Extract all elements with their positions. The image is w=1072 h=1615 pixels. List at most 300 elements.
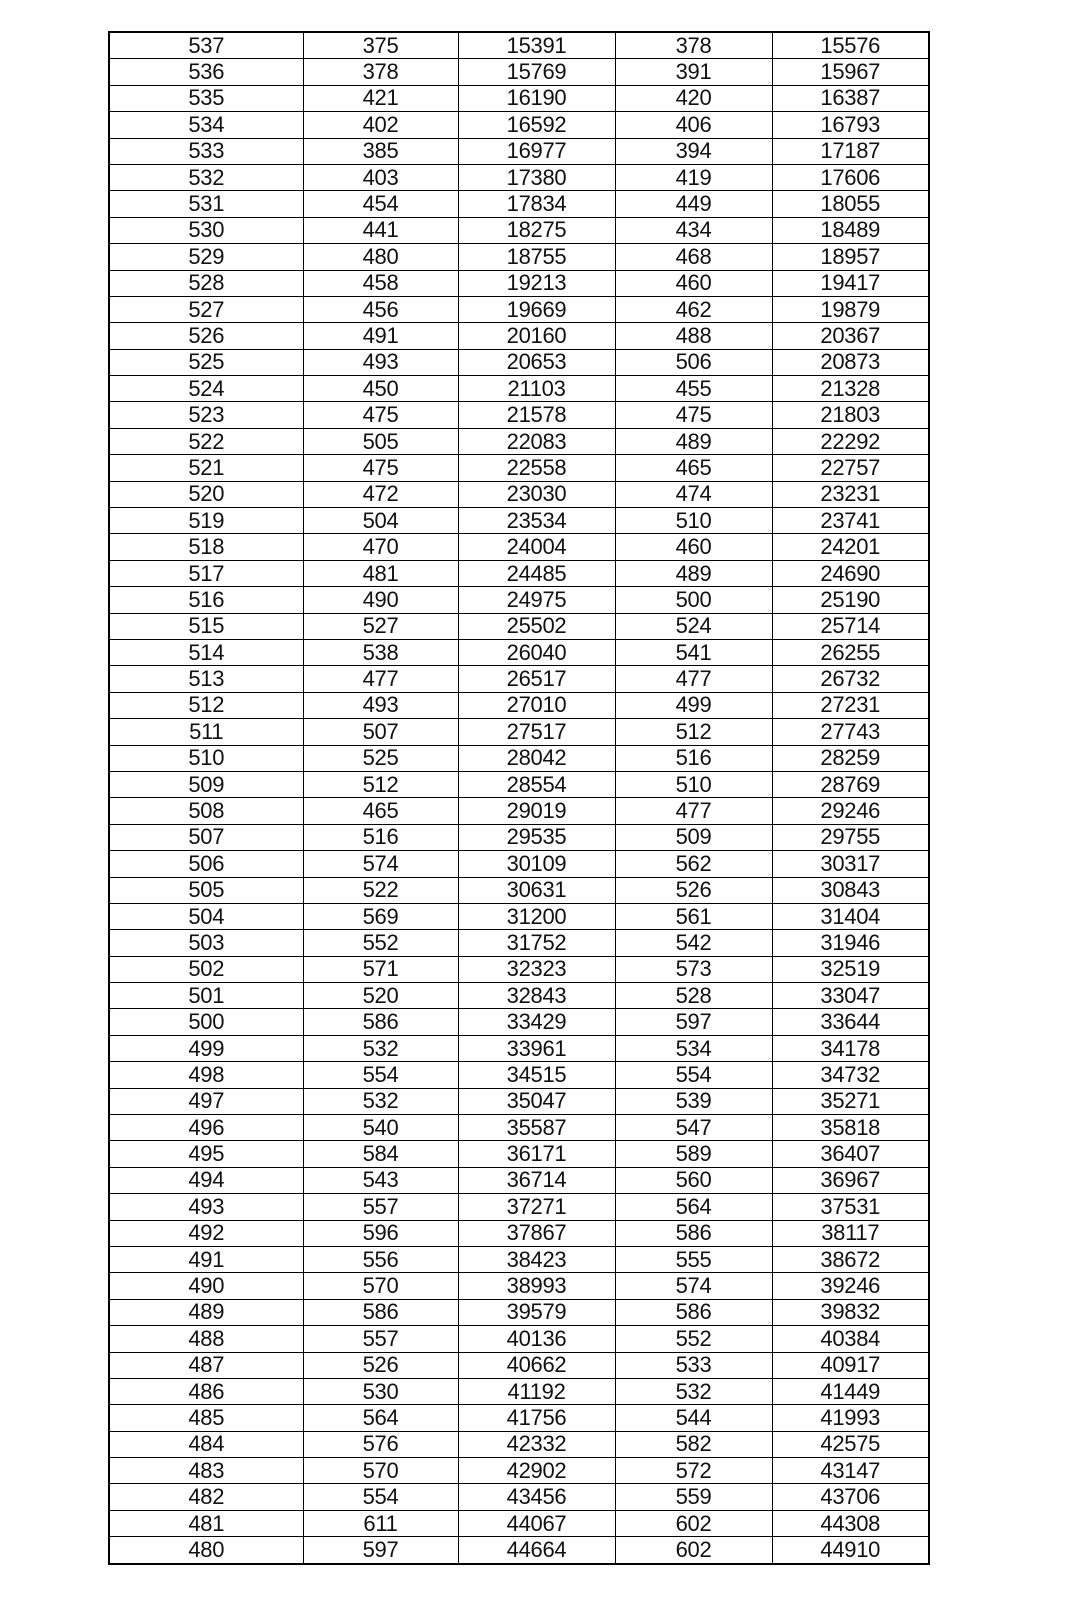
count-a-cell: 576 (303, 1431, 458, 1457)
count-a-cell: 490 (303, 587, 458, 613)
cumulative-b-cell: 26732 (772, 666, 929, 692)
cumulative-a-cell: 16592 (458, 112, 615, 138)
count-b-cell: 455 (615, 376, 772, 402)
score-cell: 527 (109, 296, 303, 322)
count-a-cell: 454 (303, 191, 458, 217)
count-b-cell: 602 (615, 1510, 772, 1536)
count-a-cell: 584 (303, 1141, 458, 1167)
cumulative-b-cell: 39832 (772, 1299, 929, 1325)
score-cell: 526 (109, 323, 303, 349)
cumulative-b-cell: 40384 (772, 1326, 929, 1352)
score-cell: 525 (109, 349, 303, 375)
table-row (109, 1510, 929, 1536)
count-b-cell: 512 (615, 719, 772, 745)
count-a-cell: 493 (303, 349, 458, 375)
cumulative-b-cell: 16793 (772, 112, 929, 138)
cumulative-a-cell: 29535 (458, 824, 615, 850)
score-cell: 508 (109, 798, 303, 824)
table-row (109, 666, 929, 692)
count-b-cell: 572 (615, 1458, 772, 1484)
count-a-cell: 527 (303, 613, 458, 639)
cumulative-b-cell: 38117 (772, 1220, 929, 1246)
cumulative-a-cell: 29019 (458, 798, 615, 824)
cumulative-b-cell: 20873 (772, 349, 929, 375)
score-cell: 522 (109, 428, 303, 454)
count-b-cell: 460 (615, 534, 772, 560)
cumulative-b-cell: 34732 (772, 1062, 929, 1088)
count-a-cell: 522 (303, 877, 458, 903)
cumulative-a-cell: 33961 (458, 1035, 615, 1061)
score-cell: 524 (109, 376, 303, 402)
cumulative-b-cell: 33644 (772, 1009, 929, 1035)
score-cell: 509 (109, 771, 303, 797)
count-b-cell: 542 (615, 930, 772, 956)
cumulative-a-cell: 17834 (458, 191, 615, 217)
count-a-cell: 570 (303, 1273, 458, 1299)
table-row (109, 191, 929, 217)
count-a-cell: 403 (303, 164, 458, 190)
table-row (109, 1273, 929, 1299)
count-a-cell: 526 (303, 1352, 458, 1378)
score-cell: 512 (109, 692, 303, 718)
cumulative-a-cell: 41756 (458, 1405, 615, 1431)
count-b-cell: 602 (615, 1537, 772, 1564)
table-row (109, 745, 929, 771)
table-row (109, 1326, 929, 1352)
count-b-cell: 534 (615, 1035, 772, 1061)
table-row (109, 692, 929, 718)
count-b-cell: 474 (615, 481, 772, 507)
score-cell: 532 (109, 164, 303, 190)
cumulative-b-cell: 19417 (772, 270, 929, 296)
count-a-cell: 470 (303, 534, 458, 560)
score-cell: 517 (109, 560, 303, 586)
cumulative-a-cell: 38993 (458, 1273, 615, 1299)
score-cell: 515 (109, 613, 303, 639)
table-row (109, 851, 929, 877)
count-a-cell: 520 (303, 983, 458, 1009)
score-cell: 491 (109, 1246, 303, 1272)
count-b-cell: 449 (615, 191, 772, 217)
score-cell: 506 (109, 851, 303, 877)
score-cell: 519 (109, 508, 303, 534)
cumulative-a-cell: 28554 (458, 771, 615, 797)
table-row (109, 1246, 929, 1272)
cumulative-b-cell: 30317 (772, 851, 929, 877)
cumulative-a-cell: 35047 (458, 1088, 615, 1114)
cumulative-b-cell: 25714 (772, 613, 929, 639)
count-b-cell: 477 (615, 666, 772, 692)
count-b-cell: 419 (615, 164, 772, 190)
count-a-cell: 480 (303, 244, 458, 270)
table-row (109, 719, 929, 745)
count-b-cell: 434 (615, 217, 772, 243)
score-cell: 528 (109, 270, 303, 296)
table-row (109, 296, 929, 322)
count-a-cell: 458 (303, 270, 458, 296)
cumulative-a-cell: 36714 (458, 1167, 615, 1193)
count-b-cell: 460 (615, 270, 772, 296)
count-a-cell: 597 (303, 1537, 458, 1564)
count-b-cell: 506 (615, 349, 772, 375)
cumulative-b-cell: 32519 (772, 956, 929, 982)
cumulative-b-cell: 29246 (772, 798, 929, 824)
table-row (109, 639, 929, 665)
table-row (109, 771, 929, 797)
cumulative-b-cell: 22292 (772, 428, 929, 454)
table-row (109, 877, 929, 903)
count-a-cell: 543 (303, 1167, 458, 1193)
score-cell: 486 (109, 1378, 303, 1404)
table-row (109, 930, 929, 956)
cumulative-a-cell: 41192 (458, 1378, 615, 1404)
count-b-cell: 597 (615, 1009, 772, 1035)
count-b-cell: 544 (615, 1405, 772, 1431)
score-cell: 516 (109, 587, 303, 613)
cumulative-a-cell: 38423 (458, 1246, 615, 1272)
count-a-cell: 402 (303, 112, 458, 138)
table-row (109, 1299, 929, 1325)
count-a-cell: 378 (303, 59, 458, 85)
count-a-cell: 556 (303, 1246, 458, 1272)
cumulative-b-cell: 38672 (772, 1246, 929, 1272)
cumulative-b-cell: 16387 (772, 85, 929, 111)
cumulative-b-cell: 25190 (772, 587, 929, 613)
count-b-cell: 539 (615, 1088, 772, 1114)
count-b-cell: 475 (615, 402, 772, 428)
cumulative-b-cell: 34178 (772, 1035, 929, 1061)
cumulative-a-cell: 27517 (458, 719, 615, 745)
count-b-cell: 477 (615, 798, 772, 824)
table-row (109, 138, 929, 164)
table-row (109, 376, 929, 402)
score-cell: 520 (109, 481, 303, 507)
table-row (109, 903, 929, 929)
cumulative-a-cell: 26517 (458, 666, 615, 692)
cumulative-a-cell: 31752 (458, 930, 615, 956)
count-a-cell: 554 (303, 1484, 458, 1510)
count-b-cell: 582 (615, 1431, 772, 1457)
count-b-cell: 564 (615, 1194, 772, 1220)
table-row (109, 1167, 929, 1193)
count-b-cell: 420 (615, 85, 772, 111)
cumulative-b-cell: 23741 (772, 508, 929, 534)
score-cell: 499 (109, 1035, 303, 1061)
cumulative-a-cell: 17380 (458, 164, 615, 190)
cumulative-a-cell: 34515 (458, 1062, 615, 1088)
table-row (109, 217, 929, 243)
cumulative-a-cell: 33429 (458, 1009, 615, 1035)
table-row (109, 534, 929, 560)
cumulative-a-cell: 20653 (458, 349, 615, 375)
count-b-cell: 541 (615, 639, 772, 665)
cumulative-b-cell: 33047 (772, 983, 929, 1009)
table-row (109, 1352, 929, 1378)
cumulative-b-cell: 35818 (772, 1115, 929, 1141)
table-row (109, 1484, 929, 1510)
cumulative-b-cell: 21803 (772, 402, 929, 428)
score-cell: 513 (109, 666, 303, 692)
cumulative-a-cell: 42332 (458, 1431, 615, 1457)
count-a-cell: 532 (303, 1088, 458, 1114)
count-a-cell: 507 (303, 719, 458, 745)
cumulative-b-cell: 43706 (772, 1484, 929, 1510)
count-b-cell: 489 (615, 560, 772, 586)
count-b-cell: 391 (615, 59, 772, 85)
cumulative-b-cell: 19879 (772, 296, 929, 322)
count-b-cell: 574 (615, 1273, 772, 1299)
cumulative-a-cell: 21578 (458, 402, 615, 428)
count-b-cell: 554 (615, 1062, 772, 1088)
count-a-cell: 532 (303, 1035, 458, 1061)
table-row (109, 455, 929, 481)
cumulative-a-cell: 22083 (458, 428, 615, 454)
table-row (109, 270, 929, 296)
table-row (109, 349, 929, 375)
score-cell: 490 (109, 1273, 303, 1299)
table-row (109, 1405, 929, 1431)
cumulative-a-cell: 28042 (458, 745, 615, 771)
cumulative-b-cell: 23231 (772, 481, 929, 507)
table-row (109, 508, 929, 534)
cumulative-a-cell: 21103 (458, 376, 615, 402)
count-b-cell: 465 (615, 455, 772, 481)
score-cell: 481 (109, 1510, 303, 1536)
cumulative-a-cell: 44067 (458, 1510, 615, 1536)
table-row (109, 481, 929, 507)
score-cell: 523 (109, 402, 303, 428)
cumulative-b-cell: 30843 (772, 877, 929, 903)
cumulative-a-cell: 30109 (458, 851, 615, 877)
cumulative-a-cell: 24485 (458, 560, 615, 586)
cumulative-a-cell: 44664 (458, 1537, 615, 1564)
count-a-cell: 554 (303, 1062, 458, 1088)
table-row (109, 587, 929, 613)
cumulative-b-cell: 18489 (772, 217, 929, 243)
score-cell: 529 (109, 244, 303, 270)
cumulative-a-cell: 16190 (458, 85, 615, 111)
count-b-cell: 562 (615, 851, 772, 877)
cumulative-a-cell: 27010 (458, 692, 615, 718)
cumulative-b-cell: 29755 (772, 824, 929, 850)
table-row (109, 798, 929, 824)
count-a-cell: 564 (303, 1405, 458, 1431)
score-cell: 488 (109, 1326, 303, 1352)
count-a-cell: 569 (303, 903, 458, 929)
cumulative-a-cell: 18755 (458, 244, 615, 270)
cumulative-a-cell: 37867 (458, 1220, 615, 1246)
score-cell: 489 (109, 1299, 303, 1325)
score-cell: 536 (109, 59, 303, 85)
count-a-cell: 586 (303, 1299, 458, 1325)
count-a-cell: 475 (303, 455, 458, 481)
score-cell: 480 (109, 1537, 303, 1564)
count-a-cell: 571 (303, 956, 458, 982)
score-cell: 504 (109, 903, 303, 929)
cumulative-a-cell: 40662 (458, 1352, 615, 1378)
cumulative-b-cell: 17187 (772, 138, 929, 164)
score-cell: 485 (109, 1405, 303, 1431)
table-row (109, 1141, 929, 1167)
score-cell: 493 (109, 1194, 303, 1220)
table-row (109, 112, 929, 138)
cumulative-b-cell: 37531 (772, 1194, 929, 1220)
cumulative-b-cell: 18957 (772, 244, 929, 270)
count-a-cell: 465 (303, 798, 458, 824)
cumulative-b-cell: 24690 (772, 560, 929, 586)
count-a-cell: 505 (303, 428, 458, 454)
count-a-cell: 586 (303, 1009, 458, 1035)
count-b-cell: 555 (615, 1246, 772, 1272)
score-table (108, 31, 930, 1565)
count-b-cell: 573 (615, 956, 772, 982)
count-b-cell: 559 (615, 1484, 772, 1510)
count-b-cell: 547 (615, 1115, 772, 1141)
score-cell: 498 (109, 1062, 303, 1088)
cumulative-a-cell: 35587 (458, 1115, 615, 1141)
count-b-cell: 499 (615, 692, 772, 718)
count-b-cell: 552 (615, 1326, 772, 1352)
table-row (109, 613, 929, 639)
table-row (109, 1378, 929, 1404)
count-b-cell: 586 (615, 1299, 772, 1325)
table-row (109, 983, 929, 1009)
cumulative-a-cell: 40136 (458, 1326, 615, 1352)
score-cell: 505 (109, 877, 303, 903)
cumulative-b-cell: 17606 (772, 164, 929, 190)
score-cell: 501 (109, 983, 303, 1009)
cumulative-b-cell: 43147 (772, 1458, 929, 1484)
cumulative-b-cell: 28259 (772, 745, 929, 771)
score-cell: 492 (109, 1220, 303, 1246)
count-a-cell: 493 (303, 692, 458, 718)
cumulative-a-cell: 15769 (458, 59, 615, 85)
cumulative-a-cell: 24004 (458, 534, 615, 560)
score-cell: 482 (109, 1484, 303, 1510)
count-a-cell: 375 (303, 32, 458, 59)
count-a-cell: 552 (303, 930, 458, 956)
cumulative-a-cell: 19213 (458, 270, 615, 296)
cumulative-a-cell: 25502 (458, 613, 615, 639)
count-b-cell: 488 (615, 323, 772, 349)
cumulative-a-cell: 23030 (458, 481, 615, 507)
count-b-cell: 560 (615, 1167, 772, 1193)
count-a-cell: 472 (303, 481, 458, 507)
table-row (109, 1088, 929, 1114)
count-a-cell: 596 (303, 1220, 458, 1246)
cumulative-b-cell: 31946 (772, 930, 929, 956)
cumulative-b-cell: 24201 (772, 534, 929, 560)
table-row (109, 1009, 929, 1035)
cumulative-b-cell: 20367 (772, 323, 929, 349)
score-cell: 487 (109, 1352, 303, 1378)
count-b-cell: 468 (615, 244, 772, 270)
score-cell: 497 (109, 1088, 303, 1114)
cumulative-b-cell: 41449 (772, 1378, 929, 1404)
count-b-cell: 394 (615, 138, 772, 164)
count-b-cell: 524 (615, 613, 772, 639)
cumulative-b-cell: 35271 (772, 1088, 929, 1114)
count-b-cell: 406 (615, 112, 772, 138)
table-row (109, 1220, 929, 1246)
table-row (109, 1537, 929, 1564)
cumulative-b-cell: 28769 (772, 771, 929, 797)
cumulative-b-cell: 15576 (772, 32, 929, 59)
count-b-cell: 489 (615, 428, 772, 454)
count-a-cell: 570 (303, 1458, 458, 1484)
cumulative-b-cell: 21328 (772, 376, 929, 402)
cumulative-b-cell: 31404 (772, 903, 929, 929)
table-row (109, 32, 929, 59)
count-a-cell: 450 (303, 376, 458, 402)
table-row (109, 824, 929, 850)
count-b-cell: 516 (615, 745, 772, 771)
table-row (109, 244, 929, 270)
count-b-cell: 528 (615, 983, 772, 1009)
score-cell: 483 (109, 1458, 303, 1484)
count-a-cell: 557 (303, 1326, 458, 1352)
cumulative-a-cell: 31200 (458, 903, 615, 929)
cumulative-a-cell: 42902 (458, 1458, 615, 1484)
score-cell: 510 (109, 745, 303, 771)
table-row (109, 1458, 929, 1484)
cumulative-b-cell: 15967 (772, 59, 929, 85)
cumulative-b-cell: 22757 (772, 455, 929, 481)
score-cell: 500 (109, 1009, 303, 1035)
count-a-cell: 611 (303, 1510, 458, 1536)
table-row (109, 1035, 929, 1061)
score-cell: 534 (109, 112, 303, 138)
cumulative-a-cell: 32843 (458, 983, 615, 1009)
count-a-cell: 477 (303, 666, 458, 692)
table-row (109, 85, 929, 111)
cumulative-a-cell: 36171 (458, 1141, 615, 1167)
count-b-cell: 510 (615, 771, 772, 797)
score-cell: 507 (109, 824, 303, 850)
cumulative-b-cell: 42575 (772, 1431, 929, 1457)
table-row (109, 1115, 929, 1141)
count-a-cell: 512 (303, 771, 458, 797)
cumulative-a-cell: 20160 (458, 323, 615, 349)
count-b-cell: 509 (615, 824, 772, 850)
count-b-cell: 532 (615, 1378, 772, 1404)
count-a-cell: 456 (303, 296, 458, 322)
table-row (109, 956, 929, 982)
cumulative-a-cell: 15391 (458, 32, 615, 59)
count-a-cell: 557 (303, 1194, 458, 1220)
cumulative-a-cell: 18275 (458, 217, 615, 243)
cumulative-a-cell: 22558 (458, 455, 615, 481)
cumulative-b-cell: 36407 (772, 1141, 929, 1167)
cumulative-b-cell: 40917 (772, 1352, 929, 1378)
score-cell: 514 (109, 639, 303, 665)
count-a-cell: 421 (303, 85, 458, 111)
table-row (109, 1062, 929, 1088)
score-cell: 530 (109, 217, 303, 243)
cumulative-a-cell: 43456 (458, 1484, 615, 1510)
table-row (109, 560, 929, 586)
score-cell: 494 (109, 1167, 303, 1193)
table-row (109, 164, 929, 190)
count-b-cell: 510 (615, 508, 772, 534)
cumulative-a-cell: 16977 (458, 138, 615, 164)
count-a-cell: 574 (303, 851, 458, 877)
cumulative-a-cell: 30631 (458, 877, 615, 903)
cumulative-b-cell: 39246 (772, 1273, 929, 1299)
score-cell: 531 (109, 191, 303, 217)
score-cell: 496 (109, 1115, 303, 1141)
count-a-cell: 481 (303, 560, 458, 586)
